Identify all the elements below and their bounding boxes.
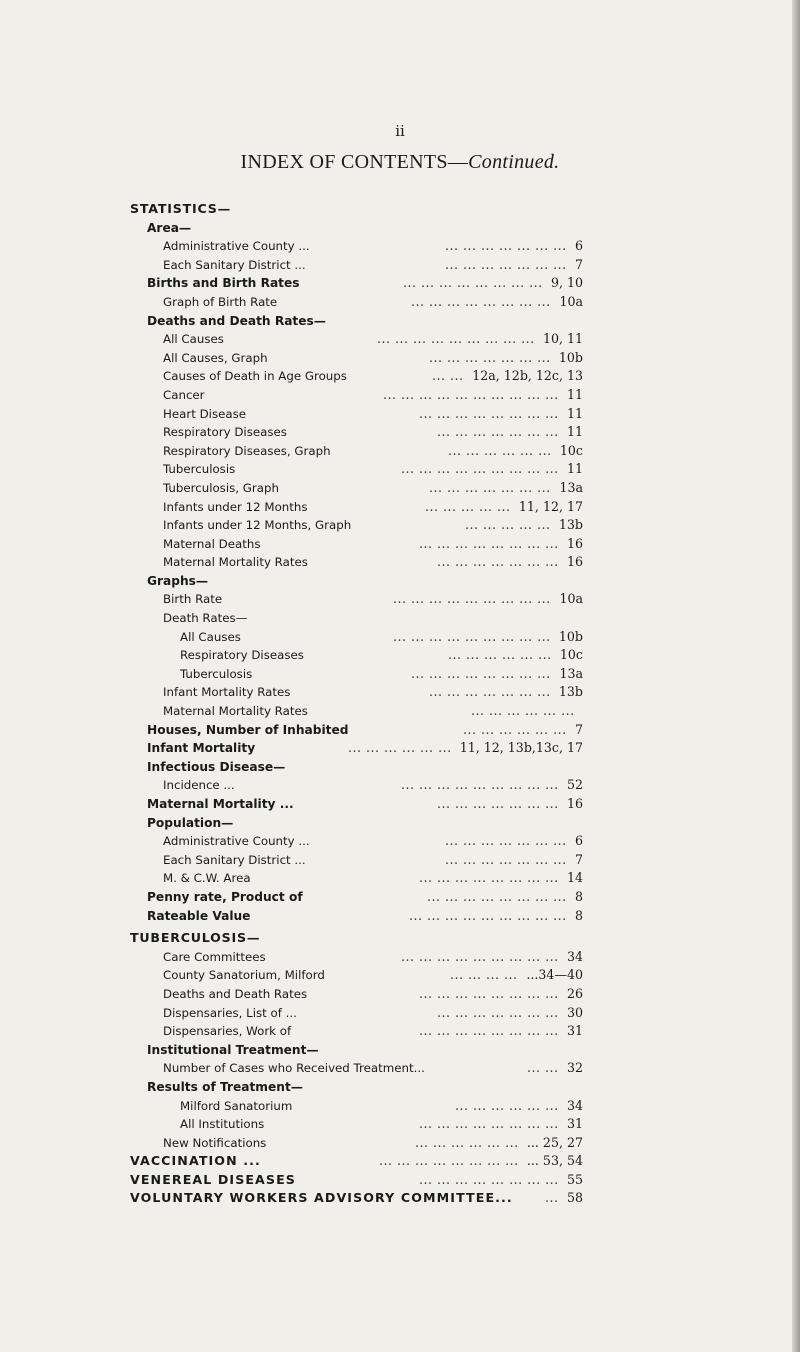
entry-title: Houses, Number of Inhabited — [147, 722, 349, 737]
index-entry — [0, 386, 800, 405]
entry-title: All Causes, Graph — [163, 350, 268, 365]
entry-page: 58 — [566, 1190, 583, 1206]
index-entry — [0, 683, 800, 702]
dot-leader: ... ... ... ... ... ... ... ... ... — [401, 461, 559, 477]
entry-title: Care Committees — [163, 949, 266, 964]
entry-title: Number of Cases who Received Treatment... — [163, 1061, 425, 1076]
index-entry — [0, 1004, 800, 1023]
entry-page: 52 — [566, 777, 583, 793]
entry-page: 13b — [558, 517, 583, 533]
index-entry — [0, 274, 800, 293]
dot-leader: ... ... ... ... ... ... ... ... ... — [409, 907, 567, 923]
entry-title: Each Sanitary District ... — [163, 852, 306, 867]
entry-title: VACCINATION ... — [130, 1153, 261, 1169]
dot-leader: ... ... — [432, 368, 464, 384]
index-entry — [0, 312, 800, 331]
index-entry — [0, 256, 800, 275]
entry-page: 26 — [566, 985, 583, 1001]
dot-leader: ... ... ... ... ... ... ... — [445, 833, 567, 849]
entry-title: Institutional Treatment— — [147, 1042, 319, 1057]
entry-title: Dispensaries, Work of — [163, 1024, 292, 1039]
entry-page: 10, 11 — [542, 331, 583, 347]
index-entry — [0, 498, 800, 517]
index-entry — [0, 590, 800, 609]
entry-title: Milford Sanatorium — [180, 1098, 293, 1113]
index-entry — [0, 795, 800, 814]
index-entry — [0, 646, 800, 665]
entry-page: 6 — [574, 833, 583, 849]
dot-leader: ... ... ... ... ... ... ... ... — [419, 405, 559, 421]
entry-title: All Causes — [163, 332, 224, 347]
entry-page: 12a, 12b, 12c, 13 — [472, 368, 583, 384]
dot-leader: ... ... ... ... ... — [425, 498, 511, 514]
entry-page: 16 — [566, 796, 583, 811]
entry-title: Maternal Mortality ... — [147, 797, 294, 811]
entry-title: STATISTICS— — [130, 201, 232, 216]
entry-title: Death Rates— — [163, 611, 248, 626]
index-entry — [0, 1097, 800, 1116]
entry-title: Infant Mortality Rates — [163, 685, 291, 700]
entry-title: Each Sanitary District ... — [163, 257, 306, 272]
entry-page: 11 — [566, 461, 583, 477]
dot-leader: ... ... ... ... ... ... ... ... — [411, 665, 551, 681]
dot-leader: ... ... ... ... ... ... — [448, 442, 552, 458]
entry-page: 10a — [559, 591, 583, 607]
dot-leader: ... — [545, 1190, 559, 1206]
entry-title: Tuberculosis — [163, 462, 236, 477]
entry-title: Maternal Mortality Rates — [163, 704, 308, 719]
entry-title: Births and Birth Rates — [147, 276, 300, 291]
index-entry — [0, 293, 800, 312]
entry-title: Rateable Value — [147, 908, 251, 923]
entry-page: 7 — [574, 721, 583, 737]
index-entry — [0, 609, 800, 628]
entry-page: 31 — [566, 1023, 583, 1039]
index-entry — [0, 535, 800, 554]
entry-page: 10c — [559, 442, 583, 458]
index-entry — [0, 1134, 800, 1153]
index-entry — [0, 1189, 800, 1208]
entry-title: Deaths and Death Rates— — [147, 313, 326, 328]
entry-page: 11, 12, 13b,13c, 17 — [459, 740, 583, 756]
index-entry — [0, 758, 800, 777]
entry-title: Results of Treatment— — [147, 1079, 303, 1094]
dot-leader: ... ... ... ... ... ... ... ... — [419, 535, 559, 551]
index-entry — [0, 405, 800, 424]
entry-title: County Sanatorium, Milford — [163, 968, 325, 983]
entry-page: 11, 12, 17 — [518, 498, 583, 514]
entry-page: 7 — [574, 256, 583, 272]
entry-title: VENEREAL DISEASES — [130, 1171, 296, 1187]
index-entry — [0, 776, 800, 795]
entry-title: Respiratory Diseases — [163, 425, 287, 440]
index-entry — [0, 929, 800, 948]
dot-leader: ... ... ... ... ... ... ... — [445, 256, 567, 272]
dot-leader: ... ... ... ... ... ... ... ... ... — [401, 777, 559, 793]
index-entry — [0, 869, 800, 888]
entry-title: Infants under 12 Months — [163, 499, 308, 514]
entry-title: Population— — [147, 815, 234, 830]
entry-title: Respiratory Diseases, Graph — [163, 443, 331, 458]
dot-leader: ... ... ... ... ... ... ... ... — [411, 293, 551, 309]
index-entry — [0, 665, 800, 684]
dot-leader: ... ... ... ... ... ... ... — [445, 851, 567, 867]
entry-title: All Institutions — [180, 1117, 265, 1132]
page-number: ii — [395, 122, 405, 140]
index-entry — [0, 1078, 800, 1097]
entry-page: 11 — [566, 424, 583, 440]
entry-title: Infant Mortality — [147, 741, 256, 756]
entry-title: Area— — [147, 220, 192, 235]
index-entry — [0, 832, 800, 851]
entry-page: 6 — [574, 238, 583, 254]
entry-title: Infectious Disease— — [147, 759, 286, 774]
entry-title: Cancer — [163, 387, 205, 402]
entry-page: 7 — [574, 851, 583, 867]
dot-leader: ... ... ... ... ... ... ... — [429, 349, 551, 365]
entry-page: ...34—40 — [526, 967, 583, 983]
dot-leader: ... ... ... ... ... ... ... ... ... — [393, 628, 551, 644]
index-entry — [0, 572, 800, 591]
dot-leader: ... ... ... ... ... ... ... — [437, 554, 559, 570]
dot-leader: ... ... ... ... ... ... ... ... ... — [393, 591, 551, 607]
entry-title: TUBERCULOSIS— — [130, 930, 261, 946]
index-entry — [0, 442, 800, 461]
dot-leader: ... ... ... ... ... ... ... ... — [403, 275, 543, 291]
dot-leader: ... ... ... ... ... ... ... ... — [427, 888, 567, 904]
index-entry — [0, 553, 800, 572]
entry-page: 8 — [574, 888, 583, 904]
entry-title: Dispensaries, List of ... — [163, 1005, 297, 1020]
dot-leader: ... ... ... ... ... ... — [448, 647, 552, 663]
entry-title: Birth Rate — [163, 592, 223, 607]
dot-leader: ... ... ... ... ... ... ... — [437, 796, 559, 811]
dot-leader: ... ... — [527, 1060, 559, 1076]
entry-title: Tuberculosis, Graph — [163, 480, 279, 495]
dot-leader: ... ... ... ... ... ... — [455, 1097, 559, 1113]
index-entry — [0, 423, 800, 442]
dot-leader: ... ... ... ... ... ... ... ... — [419, 1023, 559, 1039]
index-entry — [0, 219, 800, 238]
entry-title: Incidence ... — [163, 778, 235, 793]
entry-page: 32 — [566, 1060, 583, 1076]
index-entry — [0, 1059, 800, 1078]
entry-title: Maternal Deaths — [163, 536, 261, 551]
index-entry — [0, 1022, 800, 1041]
entry-page: 31 — [566, 1116, 583, 1132]
index-entry — [0, 628, 800, 647]
index-entry — [0, 721, 800, 740]
index-entry — [0, 1152, 800, 1171]
entry-title: Graph of Birth Rate — [163, 294, 278, 309]
entry-title: Tuberculosis — [180, 666, 253, 681]
page-title — [0, 151, 800, 174]
entry-title: Respiratory Diseases — [180, 648, 304, 663]
index-entry — [0, 516, 800, 535]
index-entry — [0, 985, 800, 1004]
entry-page: 13b — [558, 684, 583, 700]
entry-page: 10b — [558, 349, 583, 365]
dot-leader: ... ... ... ... ... ... — [471, 703, 575, 719]
entry-page: 16 — [566, 554, 583, 570]
index-entry — [0, 460, 800, 479]
entry-title: M. & C.W. Area — [163, 871, 251, 886]
entry-page: 16 — [566, 535, 583, 551]
dot-leader: ... ... ... ... ... ... ... ... ... — [377, 331, 535, 347]
entry-title: Penny rate, Product of — [147, 889, 303, 904]
entry-title: Administrative County ... — [163, 834, 310, 849]
dot-leader: ... ... ... ... ... ... ... — [437, 424, 559, 440]
entry-page: 30 — [566, 1004, 583, 1020]
index-entry — [0, 739, 800, 758]
dot-leader: ... ... ... ... ... ... — [348, 740, 452, 756]
dot-leader: ... ... ... ... — [450, 967, 518, 983]
entry-page: 13a — [559, 665, 583, 681]
entry-title: Deaths and Death Rates — [163, 986, 308, 1001]
entry-page: 10c — [559, 647, 583, 663]
index-entry — [0, 907, 800, 926]
title-main: INDEX OF CONTENTS— — [240, 151, 469, 173]
entry-page: 34 — [566, 1097, 583, 1113]
index-entry — [0, 851, 800, 870]
index-entry — [0, 888, 800, 907]
index-entry — [0, 200, 800, 219]
dot-leader: ... ... ... ... ... ... ... ... — [379, 1153, 519, 1169]
entry-title: All Causes — [180, 629, 241, 644]
entry-title: VOLUNTARY WORKERS ADVISORY COMMITTEE... — [130, 1190, 513, 1206]
entry-page: 8 — [574, 907, 583, 923]
index-entry — [0, 479, 800, 498]
entry-title: Infants under 12 Months, Graph — [163, 518, 352, 533]
entry-page: ... 25, 27 — [526, 1134, 583, 1150]
index-entry — [0, 1041, 800, 1060]
dot-leader: ... ... ... ... ... ... ... ... — [419, 1171, 559, 1187]
title-continued: Continued. — [468, 151, 560, 173]
entry-page: 10a — [559, 293, 583, 309]
entry-page: 11 — [566, 386, 583, 402]
entry-page: ... 53, 54 — [526, 1153, 583, 1169]
entry-page: 34 — [566, 948, 583, 964]
index-entry — [0, 349, 800, 368]
index-entry — [0, 237, 800, 256]
entry-title: Administrative County ... — [163, 239, 310, 254]
entry-page: 55 — [566, 1171, 583, 1187]
dot-leader: ... ... ... ... ... ... ... — [437, 1004, 559, 1020]
index-list — [0, 200, 800, 1208]
dot-leader: ... ... ... ... ... ... ... ... ... ... — [383, 386, 559, 402]
index-entry — [0, 330, 800, 349]
dot-leader: ... ... ... ... ... ... — [415, 1134, 519, 1150]
dot-leader: ... ... ... ... ... — [465, 517, 551, 533]
index-entry — [0, 814, 800, 833]
dot-leader: ... ... ... ... ... ... ... ... — [419, 870, 559, 886]
dot-leader: ... ... ... ... ... ... ... ... — [419, 1116, 559, 1132]
index-entry — [0, 1115, 800, 1134]
entry-title: New Notifications — [163, 1135, 267, 1150]
index-entry — [0, 367, 800, 386]
index-entry — [0, 1171, 800, 1190]
index-entry — [0, 702, 800, 721]
index-entry — [0, 966, 800, 985]
entry-page: 11 — [566, 405, 583, 421]
entry-page: 9, 10 — [550, 275, 583, 291]
dot-leader: ... ... ... ... ... ... — [463, 721, 567, 737]
dot-leader: ... ... ... ... ... ... ... ... ... — [401, 948, 559, 964]
dot-leader: ... ... ... ... ... ... ... — [429, 479, 551, 495]
entry-page: 10b — [558, 628, 583, 644]
dot-leader: ... ... ... ... ... ... ... — [429, 684, 551, 700]
entry-page: 14 — [566, 870, 583, 886]
entry-title: Maternal Mortality Rates — [163, 555, 308, 570]
dot-leader: ... ... ... ... ... ... ... ... — [419, 985, 559, 1001]
entry-title: Causes of Death in Age Groups — [163, 369, 347, 384]
index-entry — [0, 948, 800, 967]
dot-leader: ... ... ... ... ... ... ... — [445, 238, 567, 254]
entry-title: Graphs— — [147, 573, 209, 588]
entry-page: 13a — [559, 479, 583, 495]
entry-title: Heart Disease — [163, 406, 246, 421]
